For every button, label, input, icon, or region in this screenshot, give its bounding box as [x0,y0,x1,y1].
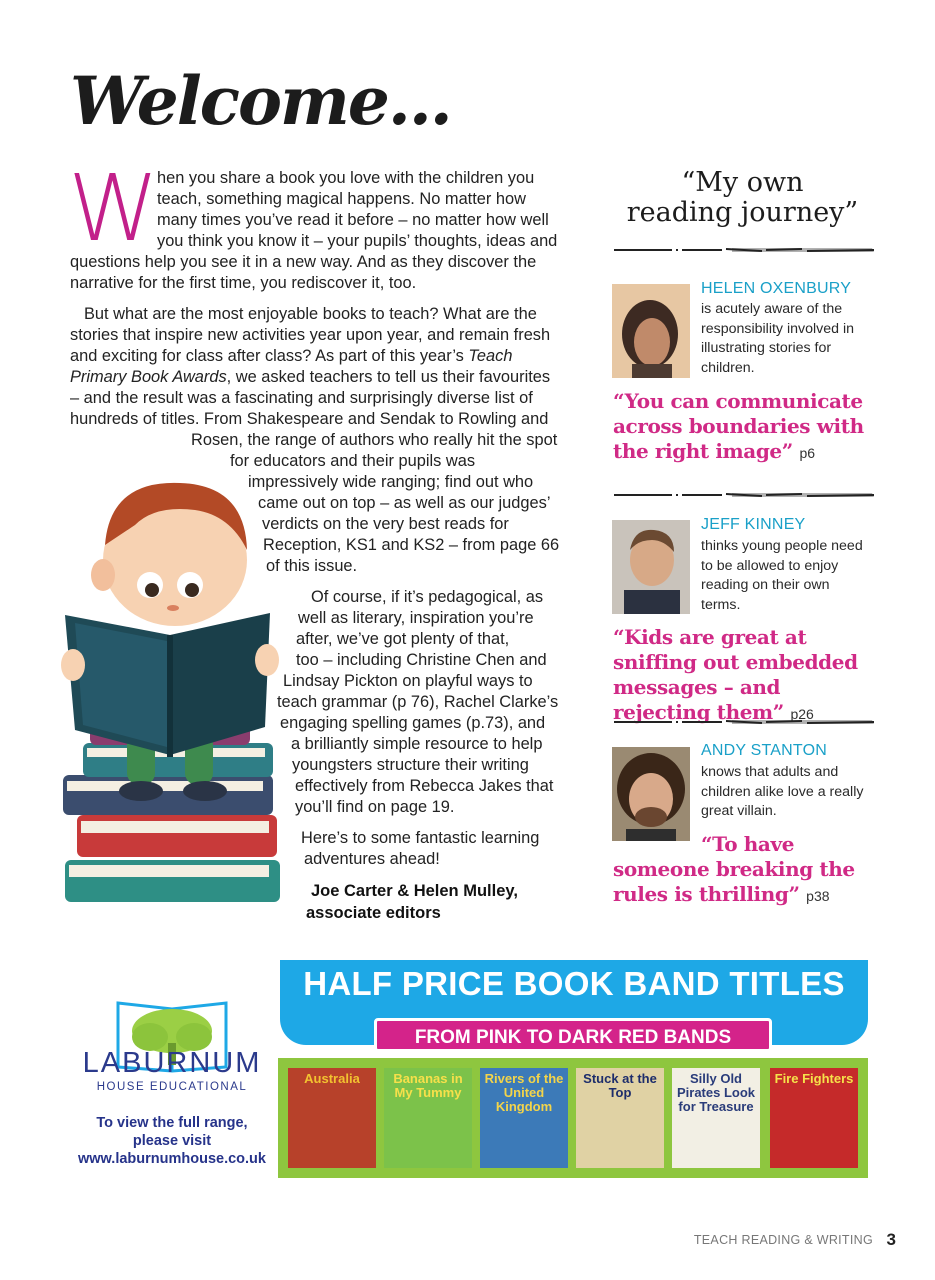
helen-oxenbury-photo [612,284,690,378]
signature-role: associate editors [306,904,441,922]
body-line: youngsters structure their writing [292,756,529,774]
body-line: effectively from Rebecca Jakes that [295,777,554,795]
body-line: after, we’ve got plenty of that, [296,630,510,648]
body-line: verdicts on the very best reads for [262,515,509,533]
book-cover[interactable]: Australia [288,1068,376,1168]
book-cover[interactable]: Bananas in My Tummy [384,1068,472,1168]
intro-line: many times you’ve read it before – no matter how well [157,211,549,229]
body-line: Here’s to some fantastic learning [301,829,540,847]
body-line: Of course, if it’s pedagogical, as [311,588,544,606]
body-line: for educators and their pupils was [230,452,476,470]
quote-page-ref: p26 [790,706,814,722]
profile-name: ANDY STANTON [701,742,827,759]
body-line: a brilliantly simple resource to help [291,735,543,753]
signature-names: Joe Carter & Helen Mulley, [311,882,518,900]
profile-description: knows that adults and children alike love a really great villain. [701,764,864,819]
body-line: stories that inspire new activities year upon year, and remain fresh [70,326,551,344]
book-cover[interactable]: Stuck at the Top [576,1068,664,1168]
body-line: Primary Book Awards, we asked teachers to tell us their favourites [70,368,551,386]
body-line: and exciting for class after class? As part of this year’s Teach [70,347,513,365]
intro-line: teach, something magical happens. No matter how [157,190,526,208]
teach-italic: Teach [468,347,513,365]
body-line: too – including Christine Chen and [296,651,547,669]
profile-name: HELEN OXENBURY [701,280,852,297]
body-line: hundreds of titles. From Shakespeare and Sendak to Rowling and [70,410,549,428]
profile-description: thinks young people need to be allowed to enjoy reading on their own terms. [701,538,863,613]
quote-page-ref: p6 [799,445,816,461]
profile-quote: “Kids are great at sniffing out embedded messages – and rejecting them” p26 [613,625,858,724]
body-line: – and the result was a fascinating and surprisingly diverse list of [70,389,533,407]
profile-quote: “To have someone breaking the rules is thrilling” p38 [613,832,855,906]
body-line: impressively wide ranging; find out who [248,473,534,491]
award-name-italic: Primary Book Awards [70,368,227,386]
intro-line: you think you know it – your pupils’ thoughts, ideas and [157,232,558,250]
profile-description: is acutely aware of the responsibility involved in illustrating stories for children. [701,301,854,376]
sidebar-divider [612,718,874,726]
quote-page-ref: p38 [806,888,830,904]
body-line: engaging spelling games (p.73), and [280,714,546,732]
boy-reading-illustration [55,465,300,925]
body-line: of this issue. [266,557,358,575]
book-cover[interactable]: Rivers of the United Kingdom [480,1068,568,1168]
body-line: well as literary, inspiration you’re [298,609,534,627]
body-line: teach grammar (p 76), Rachel Clarke’s [277,693,559,711]
laburnum-logo-name: LABURNUM [82,1047,262,1079]
profile-quote: “You can communicate across boundaries with the right image” p6 [613,389,864,463]
visit-url-link[interactable]: www.laburnumhouse.co.uk [78,1151,266,1167]
intro-line: narrative for the first time, you rediscover it, too. [70,274,417,292]
book-cover[interactable]: Silly Old Pirates Look for Treasure [672,1068,760,1168]
andy-stanton-photo [612,747,690,841]
visit-text: To view the full range, please visit www.laburnumhouse.co.uk [72,1114,272,1168]
laburnum-logo-subtitle: HOUSE EDUCATIONAL [96,1081,248,1093]
body-line: you’ll find on page 19. [295,798,455,816]
body-line: Reception, KS1 and KS2 – from page 66 [263,536,560,554]
body-line: adventures ahead! [304,850,440,868]
book-cover[interactable]: Fire Fighters [770,1068,858,1168]
page-heading: Welcome... [70,62,451,140]
profile-name: JEFF KINNEY [701,516,806,533]
intro-line: questions help you see it in a new way. And as they discover the [70,253,537,271]
body-line: But what are the most enjoyable books to teach? What are the [84,305,537,323]
body-line: came out on top – as well as our judges’ [258,494,551,512]
body-line: Rosen, the range of authors who really hit the spot [191,431,558,449]
body-line: Lindsay Pickton on playful ways to [283,672,533,690]
sidebar-divider [612,246,874,254]
sidebar-title: “My own reading journey” [626,167,859,228]
drop-cap: W [68,155,159,262]
banner-title: HALF PRICE BOOK BAND TITLES [303,965,845,1002]
footer-section-name: TEACH READING & WRITING [693,1233,873,1247]
banner-subtitle: FROM PINK TO DARK RED BANDS [374,1018,772,1052]
intro-line: hen you share a book you love with the children you [157,169,535,187]
page-number: 3 [886,1230,896,1249]
sidebar-divider [612,491,874,499]
jeff-kinney-photo [612,520,690,614]
